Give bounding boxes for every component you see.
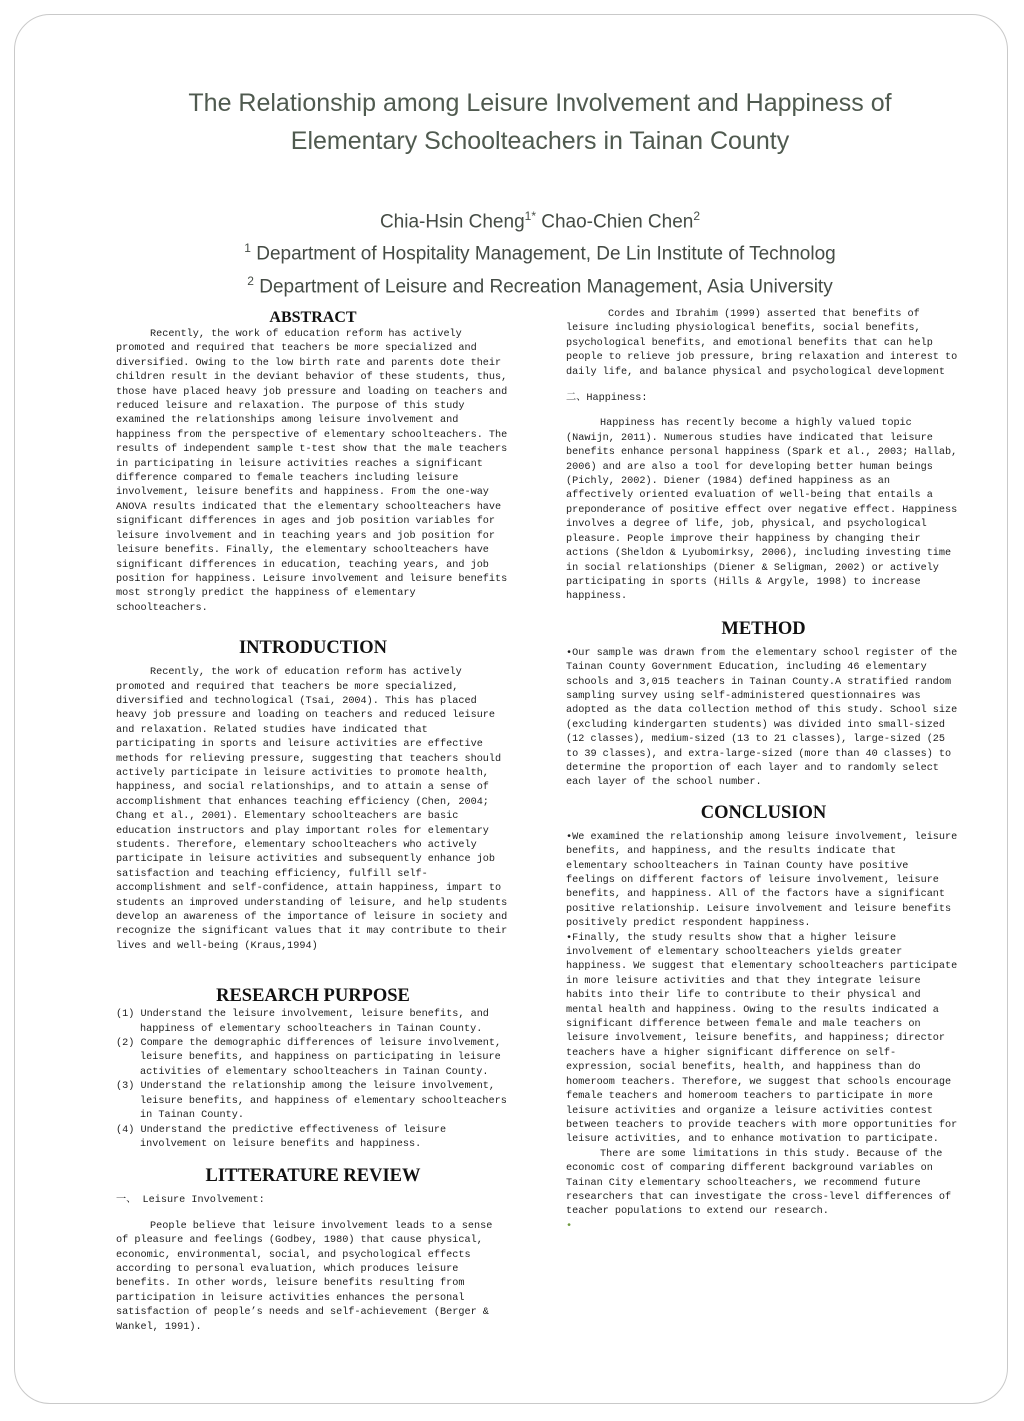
research-purpose-heading: RESEARCH PURPOSE [216, 986, 410, 1007]
title-line-2: Elementary Schoolteachers in Tainan County [290, 127, 790, 155]
author-line [100, 203, 980, 235]
introduction-heading: INTRODUCTION [238, 638, 388, 659]
happiness-subheading: 二、Happiness: [566, 393, 648, 405]
leisure-involvement-subheading: 一、 Leisure Involvement: [116, 1195, 265, 1207]
method-heading: METHOD [721, 618, 806, 639]
affiliation-1-mark: 1 [244, 241, 251, 256]
conclusion-paragraph-1: •We examined the relationship among leisure involvement, leisure benefits, and happiness, and the results indicate that elementary schoolteachers in Tainan County have positive feelings on different factors of leisure involvement, leisure benefits, and happiness. All of the factors have a significant positive relationship. Leisure involvement and leisure benefits positively predict respondent happiness. [566, 831, 958, 930]
title-line-1: The Relationship among Leisure Involvement and Happiness of [188, 89, 892, 117]
author-1: Chia-Hsin Cheng [379, 211, 525, 233]
right-column [566, 308, 961, 1234]
literature-review-continued: Cordes and Ibrahim (1999) asserted that benefits of leisure including physiological benefits, social benefits, psychological benefits, and emotional benefits that can help people to relieve job pressure, bring relaxation and interest to daily life, and balance physical and psychological development [566, 309, 958, 378]
abstract-heading: ABSTRACT [269, 309, 357, 326]
happiness-text: Happiness has recently become a highly valued topic (Nawijn, 2011). Numerous studies have indicated that leisure benefits enhance personal happiness (Spark et al., 2003; Hallab, 2006) and are also a tool for developing better human beings (Pichly, 2002). Diener (1984) defined happiness as an affectively oriented evaluation of well-being that entails a preponderance of positive effect over negative effect. Happiness involves a degree of life, job, physical, and psychological pleasure. People improve their happiness by changing their actions (Sheldon & Lyubomirksy, 2006), including investing time in social relationships (Diener & Seligman, 2002) or actively participating in sports (Hills & Argyle, 1998) to increase happiness. [566, 418, 958, 603]
abstract-text: Recently, the work of education reform has actively promoted and required that teachers be more specialized and diversified. Owing to the low birth rate and parents dote their children result in the deviant behavior of these students, thus, those have placed heavy job pressure and loading on teachers and reduced leisure and relaxation. The purpose of this study examined the relationships among leisure involvement and happiness from the perspective of elementary schoolteachers. The results of independent sample t-test show that the male teachers in participating in leisure activities reaches a significant difference compared to female teachers including leisure involvement, leisure benefits and happiness. From the one-way ANOVA results indicated that the elementary schoolteachers have significant differences in ages and job position variables for leisure involvement and in teaching years and job position for leisure benefits. Finally, the elementary schoolteachers have significant differences in education, teaching years, and job position for happiness. Leisure involvement and leisure benefits most strongly predict the happiness of elementary schoolteachers. [116, 329, 508, 614]
introduction-text: Recently, the work of education reform has actively promoted and required that teachers be more specialized, diversified and technological (Tsai, 2004). This has placed heavy job pressure and loading on teachers and reduced leisure and relaxation. Related studies have indicated that participating in sports and leisure activities are effective methods for relieving pressure, suggesting that teachers should actively participate in leisure activities to promote health, happiness, and social relationships, and to attain a sense of accomplishment that enhances teaching efficiency (Chen, 2004; Chang et al., 2001). Elementary schoolteachers are basic education instructors and play important roles for elementary students. Therefore, elementary schoolteachers who actively participate in leisure activities and subsequently enhance job satisfaction and teaching efficiency, fulfill self-accomplishment and self-confidence, attain happiness, impart to students an improved understanding of leisure, and help students develop an awareness of the importance of leisure in society and recognize the significant values that it may contribute to their lives and well-being (Kraus,1994) [116, 667, 508, 952]
conclusion-heading: CONCLUSION [700, 802, 827, 823]
literature-review-heading: LITTERATURE REVIEW [205, 1166, 421, 1187]
research-purpose-list [116, 1008, 510, 1152]
conclusion-paragraph-3: There are some limitations in this study. Because of the economic cost of comparing different background variables on Tainan City elementary schoolteachers, we recommend future researchers that can investigate the cross-level differences of teacher populations to extend our research. [566, 1148, 952, 1218]
author-2: Chao-Chien Chen [535, 211, 694, 233]
research-purpose-item: (3) Understand the relationship among the leisure involvement, leisure benefits, and happiness of elementary schoolteachers in Tainan County. [116, 1081, 507, 1122]
research-purpose-item: (4) Understand the predictive effectiveness of leisure involvement on leisure benefits and happiness. [116, 1124, 447, 1150]
poster-title [140, 84, 940, 160]
author-2-mark: 2 [693, 209, 701, 223]
trailing-bullet: • [566, 1220, 573, 1232]
conclusion-paragraph-2: •Finally, the study results show that a higher leisure involvement of elementary schoolteachers yields greater happiness. We suggest that elementary schoolteachers participate in more leisure activities and that they integrate leisure habits into their life to contribute to their physical and mental health and happiness. Owing to the results indicated a significant difference between female and male teachers on leisure involvement, leisure benefits, and happiness; director teachers have a higher significant difference on self-expression, social benefits, health, and happiness than do homeroom teachers. Therefore, we suggest that schools encourage female teachers and homeroom teachers to participate in more leisure activities and organize a leisure activities contest between teachers to provide teachers with more opportunities for leisure activities, and to enhance motivation to participate. [566, 932, 958, 1146]
affiliation-2-mark: 2 [247, 273, 254, 288]
author-block [100, 203, 980, 300]
author-1-mark: 1* [524, 209, 536, 223]
research-purpose-item: (2) Compare the demographic differences of leisure involvement, leisure benefits, and happiness on participating in leisure activities of elementary schoolteachers in Tainan County. [116, 1038, 502, 1078]
affiliation-1: $^1$ Department of Hospitality Management, De Lin Institute of Technolog [244, 241, 836, 265]
affiliation-2: $^2$ Department of Leisure and Recreation Management, Asia University [247, 273, 833, 297]
leisure-involvement-text: People believe that leisure involvement leads to a sense of pleasure and feelings (Godbey, 1980) that cause physical, economic, environmental, social, and psychological effects according to personal evaluation, which produces leisure benefits. In other words, leisure benefits resulting from participation in leisure activities enhances the personal satisfaction of people’s needs and self-achievement (Berger & Wankel, 1991). [116, 1220, 493, 1333]
left-column [116, 308, 510, 1335]
method-text: •Our sample was drawn from the elementary school register of the Tainan County Government Education, including 46 elementary schools and 3,015 teachers in Tainan County.A stratified random sampling survey using self-administered questionnaires was adopted as the data collection method of this study. School size (excluding kindergarten students) was divided into small-sized (12 classes), medium-sized (13 to 21 classes), large-sized (25 to 39 classes), and extra-large-sized (more than 40 classes) to determine the proportion of each layer and to randomly select each layer of the school number. [566, 647, 958, 789]
research-purpose-item: (1) Understand the leisure involvement, leisure benefits, and happiness of elementary schoolteachers in Tainan County. [116, 1009, 489, 1035]
